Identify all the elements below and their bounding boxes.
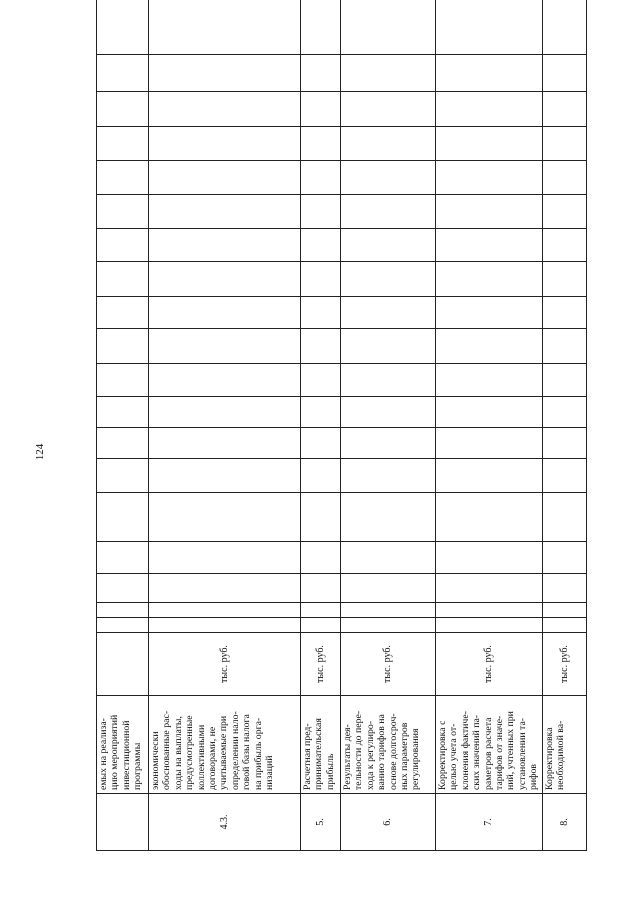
value-cell (97, 55, 149, 92)
value-cell (341, 459, 436, 493)
table-row (97, 0, 149, 851)
value-cell (436, 397, 543, 428)
rotated-table-container (96, 39, 586, 851)
value-cell (97, 542, 149, 574)
value-cell (436, 55, 543, 92)
value-cell (97, 603, 149, 618)
value-cell (436, 574, 543, 603)
value-cell (149, 397, 301, 428)
value-cell (97, 397, 149, 428)
value-cell (543, 618, 587, 633)
row-description: Корректировка с целью учета от- клонения фактиче- ских значений па- раметров расчета тарифов от значе- ний, учтенных при установлении та- рифов (436, 696, 543, 794)
value-cell (543, 0, 587, 55)
value-cell (543, 459, 587, 493)
value-cell (97, 195, 149, 229)
row-number: 5. (301, 794, 341, 851)
value-cell (301, 329, 341, 364)
row-unit: тыс. руб. (436, 633, 543, 696)
value-cell (149, 603, 301, 618)
value-cell (543, 195, 587, 229)
value-cell (436, 493, 543, 542)
value-cell (301, 195, 341, 229)
value-cell (301, 92, 341, 127)
value-cell (301, 603, 341, 618)
value-cell (149, 297, 301, 329)
value-cell (543, 92, 587, 127)
value-cell (301, 574, 341, 603)
value-cell (97, 459, 149, 493)
value-cell (341, 195, 436, 229)
value-cell (301, 397, 341, 428)
value-cell (543, 397, 587, 428)
row-unit (97, 633, 149, 696)
value-cell (436, 0, 543, 55)
value-cell (436, 329, 543, 364)
value-cell (341, 329, 436, 364)
value-cell (149, 161, 301, 195)
value-cell (97, 329, 149, 364)
row-unit: тыс. руб. (341, 633, 436, 696)
value-cell (97, 618, 149, 633)
row-description: экономически обоснованные рас- ходы на выплаты, предусмотренные коллективными договорами, не учитываемые при определении нало- говой базы налога на прибыль орга- низаций (149, 696, 301, 794)
value-cell (97, 493, 149, 542)
value-cell (341, 603, 436, 618)
value-cell (436, 618, 543, 633)
value-cell (97, 92, 149, 127)
value-cell (97, 262, 149, 297)
row-unit: тыс. руб. (301, 633, 341, 696)
row-number: 6. (341, 794, 436, 851)
value-cell (149, 459, 301, 493)
value-cell (543, 493, 587, 542)
value-cell (149, 329, 301, 364)
row-description: емых на реализа- цию мероприятий инвестиционной программы (97, 696, 149, 794)
value-cell (97, 297, 149, 329)
value-cell (149, 493, 301, 542)
value-cell (149, 0, 301, 55)
value-cell (436, 603, 543, 618)
value-cell (97, 0, 149, 55)
value-cell (301, 542, 341, 574)
value-cell (543, 55, 587, 92)
value-cell (543, 262, 587, 297)
row-number (97, 794, 149, 851)
value-cell (436, 229, 543, 262)
value-cell (301, 161, 341, 195)
value-cell (543, 428, 587, 459)
value-cell (436, 161, 543, 195)
value-cell (341, 297, 436, 329)
value-cell (97, 229, 149, 262)
value-cell (149, 229, 301, 262)
value-cell (543, 297, 587, 329)
value-cell (301, 493, 341, 542)
table-row (149, 0, 301, 851)
value-cell (341, 127, 436, 161)
row-description: Результаты дея- тельности до пере- хода к регулиро- ванию тарифов на основе долгосроч- ных параметров регулирования (341, 696, 436, 794)
value-cell (149, 428, 301, 459)
value-cell (341, 262, 436, 297)
value-cell (436, 459, 543, 493)
value-cell (341, 542, 436, 574)
value-cell (149, 55, 301, 92)
value-cell (436, 92, 543, 127)
value-cell (149, 262, 301, 297)
value-cell (149, 195, 301, 229)
value-cell (301, 229, 341, 262)
value-cell (301, 127, 341, 161)
table-row (301, 0, 341, 851)
value-cell (543, 229, 587, 262)
value-cell (301, 428, 341, 459)
value-cell (543, 161, 587, 195)
value-cell (341, 574, 436, 603)
table-row (543, 0, 587, 851)
value-cell (149, 542, 301, 574)
value-cell (436, 127, 543, 161)
row-unit: тыс. руб. (543, 633, 587, 696)
page-number: 124 (34, 443, 46, 461)
value-cell (97, 428, 149, 459)
value-cell (341, 92, 436, 127)
value-cell (149, 127, 301, 161)
value-cell (341, 161, 436, 195)
value-cell (341, 493, 436, 542)
value-cell (341, 428, 436, 459)
value-cell (149, 92, 301, 127)
value-cell (301, 262, 341, 297)
row-unit: тыс. руб. (149, 633, 301, 696)
value-cell (301, 297, 341, 329)
value-cell (301, 618, 341, 633)
value-cell (301, 364, 341, 397)
value-cell (341, 55, 436, 92)
value-cell (149, 574, 301, 603)
value-cell (149, 618, 301, 633)
value-cell (436, 542, 543, 574)
value-cell (97, 574, 149, 603)
value-cell (301, 459, 341, 493)
value-cell (341, 397, 436, 428)
row-description: Расчетная пред- принимательская прибыль (301, 696, 341, 794)
value-cell (436, 195, 543, 229)
table-row (341, 0, 436, 851)
value-cell (341, 229, 436, 262)
value-cell (543, 364, 587, 397)
value-cell (97, 127, 149, 161)
row-number: 8. (543, 794, 587, 851)
value-cell (341, 618, 436, 633)
value-cell (301, 0, 341, 55)
value-cell (97, 364, 149, 397)
value-cell (543, 603, 587, 618)
table-row (436, 0, 543, 851)
value-cell (543, 329, 587, 364)
value-cell (436, 262, 543, 297)
value-cell (436, 428, 543, 459)
row-number: 4.3. (149, 794, 301, 851)
value-cell (436, 364, 543, 397)
tariff-table (96, 0, 587, 851)
value-cell (97, 161, 149, 195)
value-cell (341, 364, 436, 397)
value-cell (149, 364, 301, 397)
value-cell (543, 127, 587, 161)
row-number: 7. (436, 794, 543, 851)
value-cell (543, 542, 587, 574)
value-cell (341, 0, 436, 55)
value-cell (301, 55, 341, 92)
value-cell (436, 297, 543, 329)
value-cell (543, 574, 587, 603)
row-description: Корректировка необходимой ва- (543, 696, 587, 794)
